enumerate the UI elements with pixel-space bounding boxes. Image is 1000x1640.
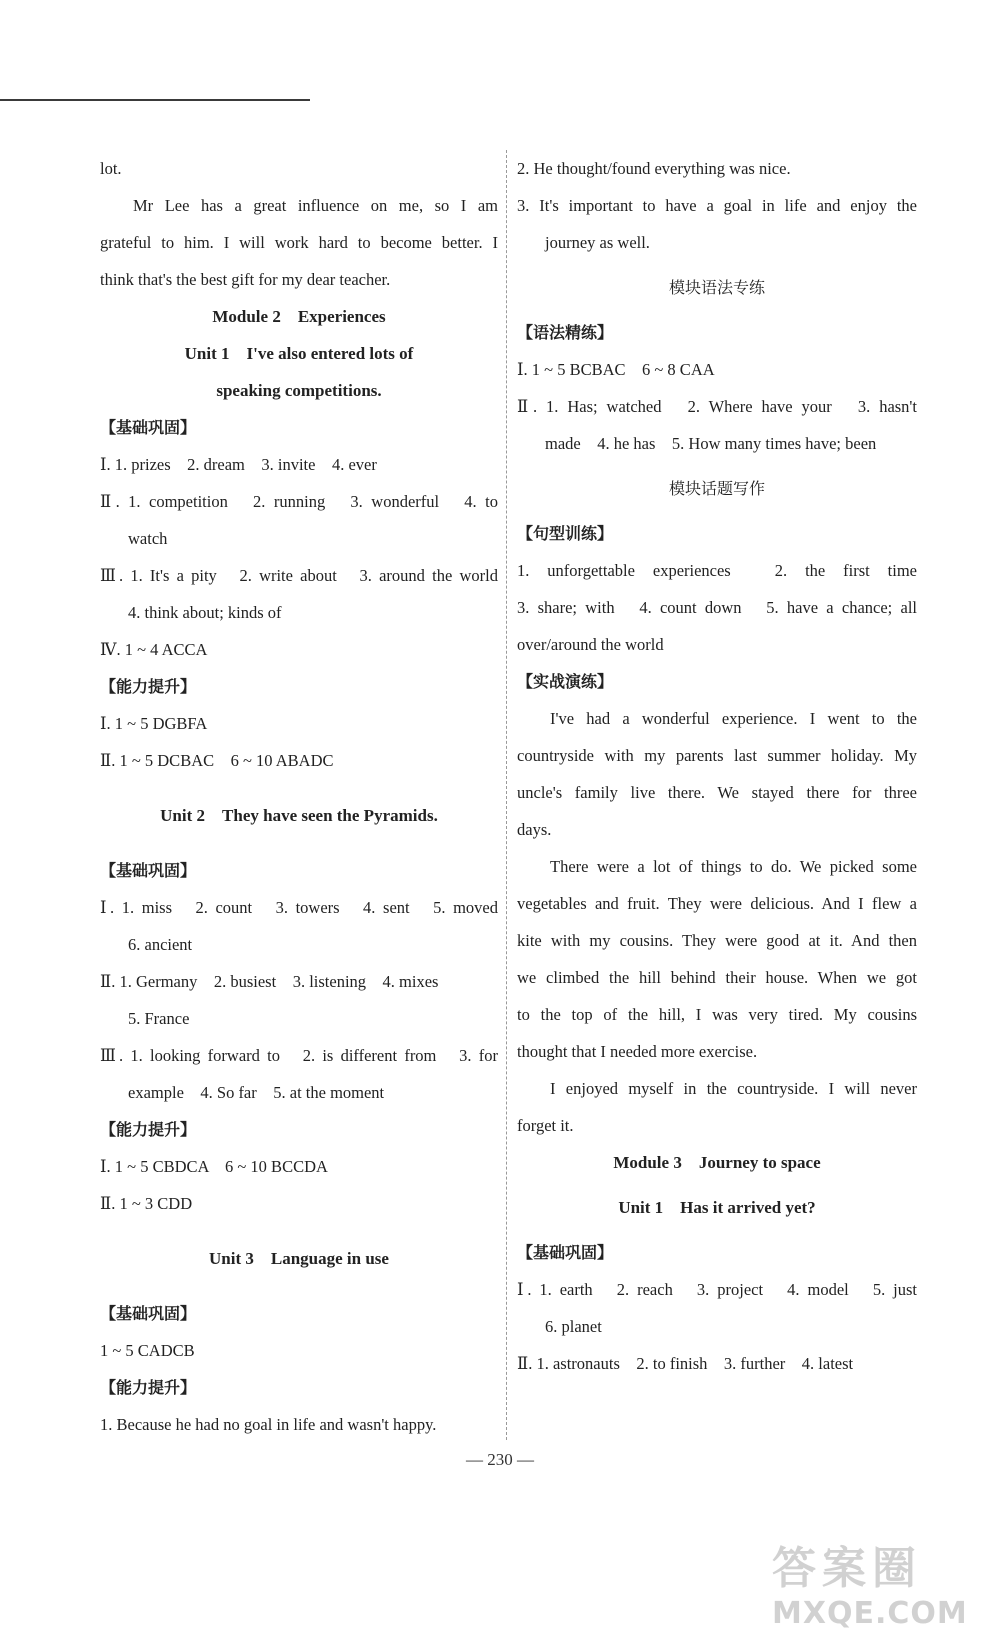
page-number bbox=[0, 1450, 1000, 1470]
text-line: Mr Lee has a great influence on me, so I am bbox=[133, 196, 498, 215]
text-line: grateful to him. I will work hard to become better. I bbox=[100, 233, 498, 252]
answer-line: 5. France bbox=[128, 1009, 190, 1028]
unit-title: Unit 1 Has it arrived yet? bbox=[618, 1198, 816, 1217]
answer-line: Ⅱ. 1. competition 2. running 3. wonderful 4. to bbox=[100, 492, 498, 511]
answer-line: Ⅰ. 1 ~ 5 DGBFA bbox=[100, 714, 208, 733]
section-label: 【基础巩固】 bbox=[100, 418, 197, 437]
answer-line: Ⅱ. 1 ~ 5 DCBAC 6 ~ 10 ABADC bbox=[100, 751, 334, 770]
section-label: 【能力提升】 bbox=[100, 1378, 197, 1397]
answer-line: 4. think about; kinds of bbox=[128, 603, 282, 622]
answer-line: 6. ancient bbox=[128, 935, 193, 954]
section-label: 【句型训练】 bbox=[517, 524, 614, 543]
answer-line: made 4. he has 5. How many times have; been bbox=[545, 434, 877, 453]
essay-line: uncle's family live there. We stayed there for three bbox=[517, 783, 917, 802]
section-label: 【能力提升】 bbox=[100, 1120, 197, 1139]
answer-line: Ⅱ. 1. Has; watched 2. Where have your 3. hasn't bbox=[517, 397, 917, 416]
answer-line: Ⅲ. 1. It's a pity 2. write about 3. around the world bbox=[100, 566, 498, 585]
essay-line: There were a lot of things to do. We picked some bbox=[550, 857, 917, 876]
essay-line: to the top of the hill, I was very tired. My cousins bbox=[517, 1005, 917, 1024]
section-label: 【实战演练】 bbox=[517, 672, 614, 691]
answer-line: example 4. So far 5. at the moment bbox=[128, 1083, 385, 1102]
section-label: 【基础巩固】 bbox=[100, 1304, 197, 1323]
watermark-logo bbox=[772, 1532, 982, 1631]
answer-line: Ⅳ. 1 ~ 4 ACCA bbox=[100, 640, 208, 659]
answer-line: 3. share; with 4. count down 5. have a chance; all bbox=[517, 598, 917, 617]
section-label: 【语法精练】 bbox=[517, 323, 614, 342]
answer-line: 6. planet bbox=[545, 1317, 602, 1336]
watermark-url: MXQE.COM bbox=[772, 1596, 968, 1631]
answer-line: 1. unforgettable experiences 2. the first time bbox=[517, 561, 917, 580]
essay-line: vegetables and fruit. They were delicious. And I flew a bbox=[517, 894, 917, 913]
answer-line: Ⅰ. 1 ~ 5 BCBAC 6 ~ 8 CAA bbox=[517, 360, 715, 379]
essay-line: days. bbox=[517, 820, 552, 839]
essay-line: forget it. bbox=[517, 1116, 574, 1135]
essay-line: thought that I needed more exercise. bbox=[517, 1042, 758, 1061]
answer-line: Ⅰ. 1. prizes 2. dream 3. invite 4. ever bbox=[100, 455, 377, 474]
text-line: lot. bbox=[100, 159, 122, 178]
module-title: Module 3 Journey to space bbox=[613, 1153, 821, 1172]
answer-line: Ⅰ. 1 ~ 5 CBDCA 6 ~ 10 BCCDA bbox=[100, 1157, 328, 1176]
module-title: Module 2 Experiences bbox=[212, 307, 386, 326]
section-label: 【基础巩固】 bbox=[517, 1243, 614, 1262]
essay-line: we climbed the hill behind their house. When we got bbox=[517, 968, 917, 987]
answer-line: over/around the world bbox=[517, 635, 664, 654]
unit-title: Unit 3 Language in use bbox=[209, 1249, 389, 1268]
answer-line: journey as well. bbox=[545, 233, 650, 252]
section-label: 【基础巩固】 bbox=[100, 861, 197, 880]
top-rule bbox=[0, 99, 310, 101]
answer-line: 1. Because he had no goal in life and wasn't happy. bbox=[100, 1415, 437, 1434]
watermark-title: 答案圈 bbox=[772, 1543, 922, 1594]
module-section-title: 模块语法专练 bbox=[668, 278, 765, 297]
answer-line: Ⅲ. 1. looking forward to 2. is different from 3. for bbox=[100, 1046, 498, 1065]
essay-line: I've had a wonderful experience. I went to the bbox=[550, 709, 917, 728]
module-section-title: 模块话题写作 bbox=[668, 479, 765, 498]
answer-line: watch bbox=[128, 529, 168, 548]
unit-title: Unit 1 I've also entered lots of bbox=[184, 344, 414, 363]
answer-line: 1 ~ 5 CADCB bbox=[100, 1341, 195, 1360]
right-column bbox=[517, 150, 917, 1382]
essay-line: countryside with my parents last summer holiday. My bbox=[517, 746, 917, 765]
unit-title: speaking competitions. bbox=[216, 381, 382, 400]
left-column bbox=[100, 150, 498, 1443]
essay-line: kite with my cousins. They were good at it. And then bbox=[517, 931, 917, 950]
answer-line: 2. He thought/found everything was nice. bbox=[517, 159, 791, 178]
answer-line: Ⅰ. 1. earth 2. reach 3. project 4. model 5. just bbox=[517, 1280, 917, 1299]
dash-right: — bbox=[512, 1450, 534, 1469]
essay-line: I enjoyed myself in the countryside. I will never bbox=[550, 1079, 917, 1098]
dash-left: — bbox=[466, 1450, 488, 1469]
column-divider bbox=[506, 150, 507, 1440]
answer-line: Ⅱ. 1. Germany 2. busiest 3. listening 4. mixes bbox=[100, 972, 439, 991]
answer-line: 3. It's important to have a goal in life and enjoy the bbox=[517, 196, 917, 215]
answer-line: Ⅱ. 1 ~ 3 CDD bbox=[100, 1194, 193, 1213]
unit-title: Unit 2 They have seen the Pyramids. bbox=[160, 806, 438, 825]
text-line: think that's the best gift for my dear teacher. bbox=[100, 270, 391, 289]
answer-line: Ⅱ. 1. astronauts 2. to finish 3. further 4. latest bbox=[517, 1354, 854, 1373]
answer-line: Ⅰ. 1. miss 2. count 3. towers 4. sent 5. moved bbox=[100, 898, 498, 917]
page-number-value: 230 bbox=[487, 1450, 513, 1469]
section-label: 【能力提升】 bbox=[100, 677, 197, 696]
